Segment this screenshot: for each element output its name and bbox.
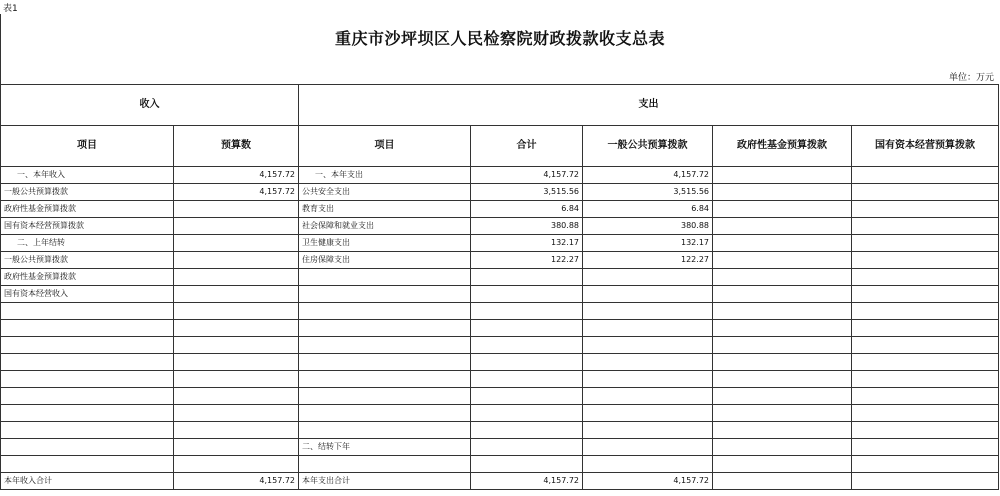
- expense-item-cell: [299, 422, 471, 439]
- income-amount-cell: [174, 371, 299, 388]
- income-item-cell: [1, 405, 174, 422]
- general-budget-cell: [583, 388, 713, 405]
- expense-item-cell: 本年支出合计: [299, 473, 471, 490]
- gov-fund-cell: [713, 201, 852, 218]
- income-amount-cell: 4,157.72: [174, 167, 299, 184]
- income-amount-cell: 4,157.72: [174, 473, 299, 490]
- state-capital-cell: [852, 371, 999, 388]
- general-budget-cell: 380.88: [583, 218, 713, 235]
- income-amount-cell: [174, 456, 299, 473]
- table-row: [1, 184, 999, 201]
- state-capital-cell: [852, 320, 999, 337]
- state-capital-cell: [852, 354, 999, 371]
- table-row: [1, 252, 999, 269]
- col-header-state-capital: 国有资本经营预算拨款: [852, 126, 999, 167]
- income-item-cell: 本年收入合计: [1, 473, 174, 490]
- general-budget-cell: [583, 405, 713, 422]
- table-row: [1, 303, 999, 320]
- income-item-cell: [1, 337, 174, 354]
- total-cell: [471, 371, 583, 388]
- gov-fund-cell: [713, 354, 852, 371]
- total-cell: [471, 422, 583, 439]
- gov-fund-cell: [713, 388, 852, 405]
- income-item-cell: [1, 456, 174, 473]
- table-row: [1, 456, 999, 473]
- income-amount-cell: [174, 354, 299, 371]
- table-row: [1, 167, 999, 184]
- expense-item-cell: [299, 388, 471, 405]
- income-amount-cell: [174, 201, 299, 218]
- state-capital-cell: [852, 439, 999, 456]
- table-row: [1, 269, 999, 286]
- table-row: [1, 439, 999, 456]
- state-capital-cell: [852, 201, 999, 218]
- table-row: [1, 218, 999, 235]
- income-item-cell: [1, 422, 174, 439]
- col-header-budget: 预算数: [174, 126, 299, 167]
- expense-item-cell: [299, 337, 471, 354]
- general-budget-cell: 6.84: [583, 201, 713, 218]
- expense-item-cell: 卫生健康支出: [299, 235, 471, 252]
- page-title: 重庆市沙坪坝区人民检察院财政拨款收支总表: [334, 29, 665, 48]
- gov-fund-cell: [713, 371, 852, 388]
- total-cell: [471, 303, 583, 320]
- gov-fund-cell: [713, 269, 852, 286]
- total-cell: 3,515.56: [471, 184, 583, 201]
- income-amount-cell: [174, 388, 299, 405]
- income-item-cell: 政府性基金预算拨款: [1, 269, 174, 286]
- gov-fund-cell: [713, 167, 852, 184]
- general-budget-cell: [583, 422, 713, 439]
- income-amount-cell: [174, 252, 299, 269]
- income-amount-cell: [174, 269, 299, 286]
- col-header-gov-fund: 政府性基金预算拨款: [713, 126, 852, 167]
- income-item-cell: [1, 388, 174, 405]
- state-capital-cell: [852, 286, 999, 303]
- expense-item-cell: [299, 320, 471, 337]
- state-capital-cell: [852, 218, 999, 235]
- fiscal-summary-table: [0, 84, 999, 490]
- table-row: [1, 235, 999, 252]
- general-budget-cell: [583, 337, 713, 354]
- state-capital-cell: [852, 235, 999, 252]
- income-item-cell: 一般公共预算拨款: [1, 252, 174, 269]
- expense-item-cell: [299, 269, 471, 286]
- col-header-general-budget: 一般公共预算拨款: [583, 126, 713, 167]
- table-row: [1, 286, 999, 303]
- table-row: [1, 320, 999, 337]
- income-item-cell: [1, 320, 174, 337]
- total-cell: [471, 354, 583, 371]
- income-item-cell: 一般公共预算拨款: [1, 184, 174, 201]
- total-cell: 6.84: [471, 201, 583, 218]
- income-item-cell: [1, 439, 174, 456]
- col-header-income-item: 项目: [1, 126, 174, 167]
- gov-fund-cell: [713, 456, 852, 473]
- gov-fund-cell: [713, 473, 852, 490]
- table-row: [1, 405, 999, 422]
- total-cell: [471, 405, 583, 422]
- income-item-cell: 国有资本经营预算拨款: [1, 218, 174, 235]
- table-row: [1, 473, 999, 490]
- state-capital-cell: [852, 167, 999, 184]
- state-capital-cell: [852, 303, 999, 320]
- col-header-expense-item: 项目: [299, 126, 471, 167]
- income-amount-cell: [174, 422, 299, 439]
- expense-item-cell: [299, 456, 471, 473]
- table-row: [1, 337, 999, 354]
- total-cell: 4,157.72: [471, 473, 583, 490]
- expense-item-cell: 住房保障支出: [299, 252, 471, 269]
- general-budget-cell: [583, 439, 713, 456]
- income-amount-cell: [174, 320, 299, 337]
- table-body: [1, 167, 999, 490]
- total-cell: 132.17: [471, 235, 583, 252]
- expense-item-cell: 一、本年支出: [299, 167, 471, 184]
- expense-item-cell: [299, 405, 471, 422]
- sheet-label: 表1: [3, 4, 18, 14]
- gov-fund-cell: [713, 286, 852, 303]
- income-item-cell: 一、本年收入: [1, 167, 174, 184]
- left-border-line: [0, 14, 1, 86]
- income-amount-cell: [174, 286, 299, 303]
- gov-fund-cell: [713, 303, 852, 320]
- expense-item-cell: 社会保障和就业支出: [299, 218, 471, 235]
- income-item-cell: 政府性基金预算拨款: [1, 201, 174, 218]
- table-row: [1, 201, 999, 218]
- gov-fund-cell: [713, 218, 852, 235]
- expense-item-cell: [299, 286, 471, 303]
- income-amount-cell: 4,157.72: [174, 184, 299, 201]
- general-budget-cell: [583, 320, 713, 337]
- total-cell: [471, 320, 583, 337]
- expense-item-cell: [299, 354, 471, 371]
- state-capital-cell: [852, 456, 999, 473]
- income-amount-cell: [174, 405, 299, 422]
- income-section-header: 收入: [1, 85, 299, 126]
- general-budget-cell: 4,157.72: [583, 167, 713, 184]
- state-capital-cell: [852, 405, 999, 422]
- general-budget-cell: [583, 354, 713, 371]
- expense-section-header: 支出: [299, 85, 999, 126]
- expense-item-cell: [299, 303, 471, 320]
- table-row: [1, 388, 999, 405]
- table-row: [1, 354, 999, 371]
- income-amount-cell: [174, 235, 299, 252]
- state-capital-cell: [852, 269, 999, 286]
- expense-item-cell: [299, 371, 471, 388]
- expense-item-cell: 二、结转下年: [299, 439, 471, 456]
- gov-fund-cell: [713, 252, 852, 269]
- state-capital-cell: [852, 388, 999, 405]
- income-amount-cell: [174, 303, 299, 320]
- state-capital-cell: [852, 473, 999, 490]
- gov-fund-cell: [713, 337, 852, 354]
- expense-item-cell: 教育支出: [299, 201, 471, 218]
- col-header-total: 合计: [471, 126, 583, 167]
- general-budget-cell: 132.17: [583, 235, 713, 252]
- state-capital-cell: [852, 252, 999, 269]
- general-budget-cell: [583, 269, 713, 286]
- gov-fund-cell: [713, 184, 852, 201]
- general-budget-cell: 3,515.56: [583, 184, 713, 201]
- income-item-cell: 国有资本经营收入: [1, 286, 174, 303]
- total-cell: [471, 456, 583, 473]
- state-capital-cell: [852, 422, 999, 439]
- gov-fund-cell: [713, 439, 852, 456]
- income-item-cell: [1, 303, 174, 320]
- table-row: [1, 371, 999, 388]
- general-budget-cell: [583, 371, 713, 388]
- total-cell: [471, 286, 583, 303]
- total-cell: 4,157.72: [471, 167, 583, 184]
- state-capital-cell: [852, 184, 999, 201]
- income-item-cell: 二、上年结转: [1, 235, 174, 252]
- general-budget-cell: [583, 303, 713, 320]
- income-amount-cell: [174, 337, 299, 354]
- unit-label: 单位：万元: [948, 73, 994, 83]
- total-cell: [471, 337, 583, 354]
- section-header-row: [1, 85, 999, 126]
- column-header-row: [1, 126, 999, 167]
- general-budget-cell: 4,157.72: [583, 473, 713, 490]
- general-budget-cell: 122.27: [583, 252, 713, 269]
- total-cell: [471, 388, 583, 405]
- gov-fund-cell: [713, 235, 852, 252]
- income-item-cell: [1, 371, 174, 388]
- expense-item-cell: 公共安全支出: [299, 184, 471, 201]
- total-cell: 380.88: [471, 218, 583, 235]
- income-amount-cell: [174, 439, 299, 456]
- income-amount-cell: [174, 218, 299, 235]
- state-capital-cell: [852, 337, 999, 354]
- gov-fund-cell: [713, 422, 852, 439]
- total-cell: 122.27: [471, 252, 583, 269]
- table-row: [1, 422, 999, 439]
- gov-fund-cell: [713, 405, 852, 422]
- income-item-cell: [1, 354, 174, 371]
- gov-fund-cell: [713, 320, 852, 337]
- total-cell: [471, 269, 583, 286]
- general-budget-cell: [583, 456, 713, 473]
- general-budget-cell: [583, 286, 713, 303]
- total-cell: [471, 439, 583, 456]
